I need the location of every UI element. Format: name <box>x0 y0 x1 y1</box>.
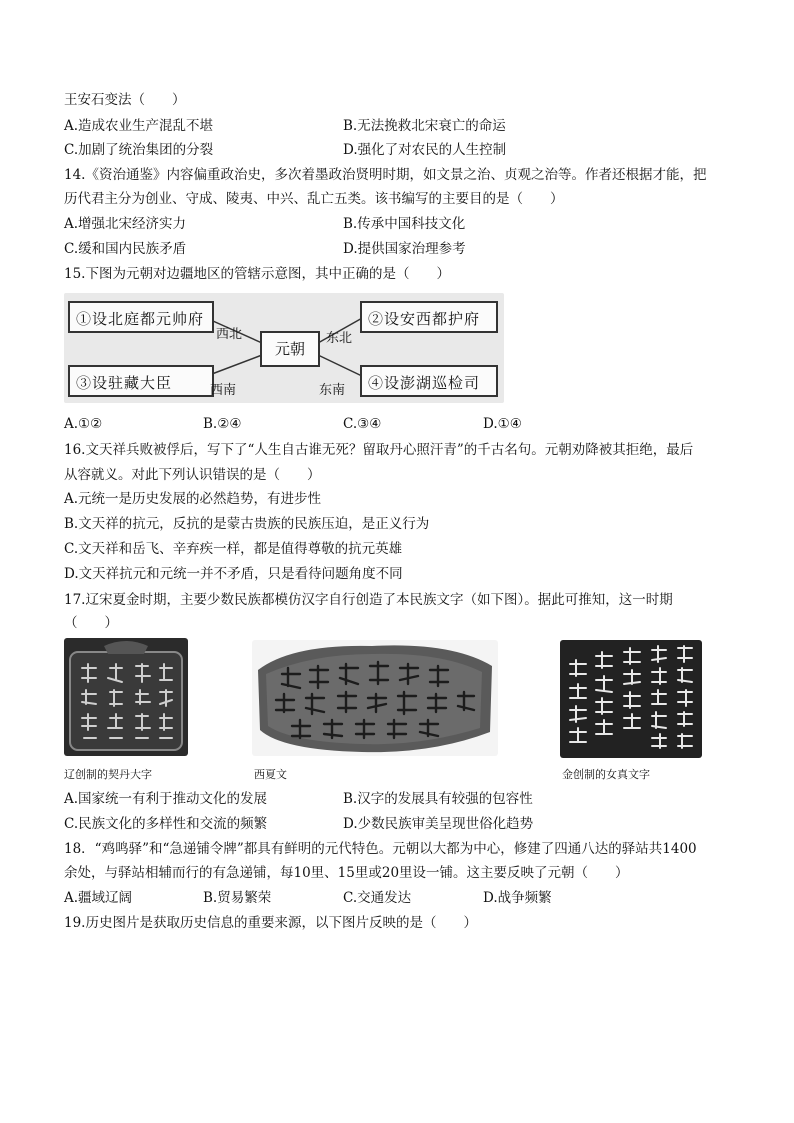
q18-stem-line2: 余处，与驿站相辅而行的有急递铺，每10里、15里或20里设一铺。这主要反映了元朝（ ） <box>64 865 629 881</box>
caption-khitan: 辽创制的契丹大字 <box>64 768 152 781</box>
q17-stem-line2: （ ） <box>64 615 118 631</box>
q13-option-b: B.无法挽救北宋衰亡的命运 <box>343 118 506 134</box>
caption-tangut: 西夏文 <box>254 768 287 781</box>
q13-stem-tail: 王安石变法（ ） <box>64 92 186 108</box>
q17-option-b: B.汉字的发展具有较强的包容性 <box>343 791 533 807</box>
jurchen-script-image <box>560 640 702 758</box>
caption-jurchen: 金创制的女真文字 <box>562 768 650 781</box>
tangut-script-image <box>252 640 498 756</box>
diagram-box-4: ④设澎湖巡检司 <box>360 365 498 397</box>
q16-option-a: A.元统一是历史发展的必然趋势，有进步性 <box>64 491 322 507</box>
diagram-box-1: ①设北庭都元帅府 <box>68 301 214 333</box>
q17-option-a: A.国家统一有利于推动文化的发展 <box>64 791 268 807</box>
diagram-dir-sw: 西南 <box>210 383 237 398</box>
q15-option-c: C.③④ <box>343 416 382 432</box>
q14-stem-line1: 14.《资治通鉴》内容偏重政治史，多次着墨政治贤明时期，如文景之治、贞观之治等。作者还根据才能，把 <box>64 167 707 183</box>
q16-option-b: B.文天祥的抗元，反抗的是蒙古贵族的民族压迫，是正义行为 <box>64 516 430 532</box>
q16-stem-line2: 从容就义。对此下列认识错误的是（ ） <box>64 467 321 483</box>
q18-stem-line1: 18．“鸡鸣驿”和“急递铺令牌”都具有鲜明的元代特色。元朝以大都为中心，修建了四通八达的驿站共1400 <box>64 841 697 857</box>
q14-option-d: D.提供国家治理参考 <box>343 241 466 257</box>
q14-stem-line2: 历代君主分为创业、守成、陵夷、中兴、乱亡五类。该书编写的主要目的是（ ） <box>64 191 564 207</box>
q16-option-d: D.文天祥抗元和元统一并不矛盾，只是看待问题角度不同 <box>64 566 403 582</box>
q17-option-c: C.民族文化的多样性和交流的频繁 <box>64 816 268 832</box>
q15-option-b: B.②④ <box>203 416 242 432</box>
q18-option-c: C.交通发达 <box>343 890 412 906</box>
q19-stem: 19.历史图片是获取历史信息的重要来源，以下图片反映的是（ ） <box>64 915 477 931</box>
q18-option-a: A.疆域辽阔 <box>64 890 133 906</box>
q14-option-b: B.传承中国科技文化 <box>343 216 466 232</box>
yuan-frontier-diagram <box>64 293 504 403</box>
diagram-center-yuan: 元朝 <box>260 331 320 367</box>
q17-option-d: D.少数民族审美呈现世俗化趋势 <box>343 816 534 832</box>
q13-option-a: A.造成农业生产混乱不堪 <box>64 118 214 134</box>
diagram-box-3: ③设驻藏大臣 <box>68 365 214 397</box>
q13-option-c: C.加剧了统治集团的分裂 <box>64 142 214 158</box>
diagram-box-2: ②设安西都护府 <box>360 301 498 333</box>
q15-option-d: D.①④ <box>483 416 522 432</box>
diagram-dir-nw: 西北 <box>216 327 243 342</box>
q15-option-a: A.①② <box>64 416 103 432</box>
q18-option-b: B.贸易繁荣 <box>203 890 272 906</box>
diagram-dir-se: 东南 <box>319 383 346 398</box>
q13-option-d: D.强化了对农民的人生控制 <box>343 142 507 158</box>
q14-option-c: C.缓和国内民族矛盾 <box>64 241 187 257</box>
khitan-script-image <box>64 638 188 756</box>
diagram-dir-ne: 东北 <box>326 331 353 346</box>
q17-stem-line1: 17.辽宋夏金时期，主要少数民族都模仿汉字自行创造了本民族文字（如下图）。据此可推知，这一时期 <box>64 592 673 608</box>
q16-option-c: C.文天祥和岳飞、辛弃疾一样，都是值得尊敬的抗元英雄 <box>64 541 403 557</box>
q18-option-d: D.战争频繁 <box>483 890 552 906</box>
q14-option-a: A.增强北宋经济实力 <box>64 216 187 232</box>
q16-stem-line1: 16.文天祥兵败被俘后，写下了“人生自古谁无死？留取丹心照汗青”的千古名句。元朝劝降被其拒绝，最后 <box>64 442 694 458</box>
q15-stem: 15.下图为元朝对边疆地区的管辖示意图，其中正确的是（ ） <box>64 266 450 282</box>
